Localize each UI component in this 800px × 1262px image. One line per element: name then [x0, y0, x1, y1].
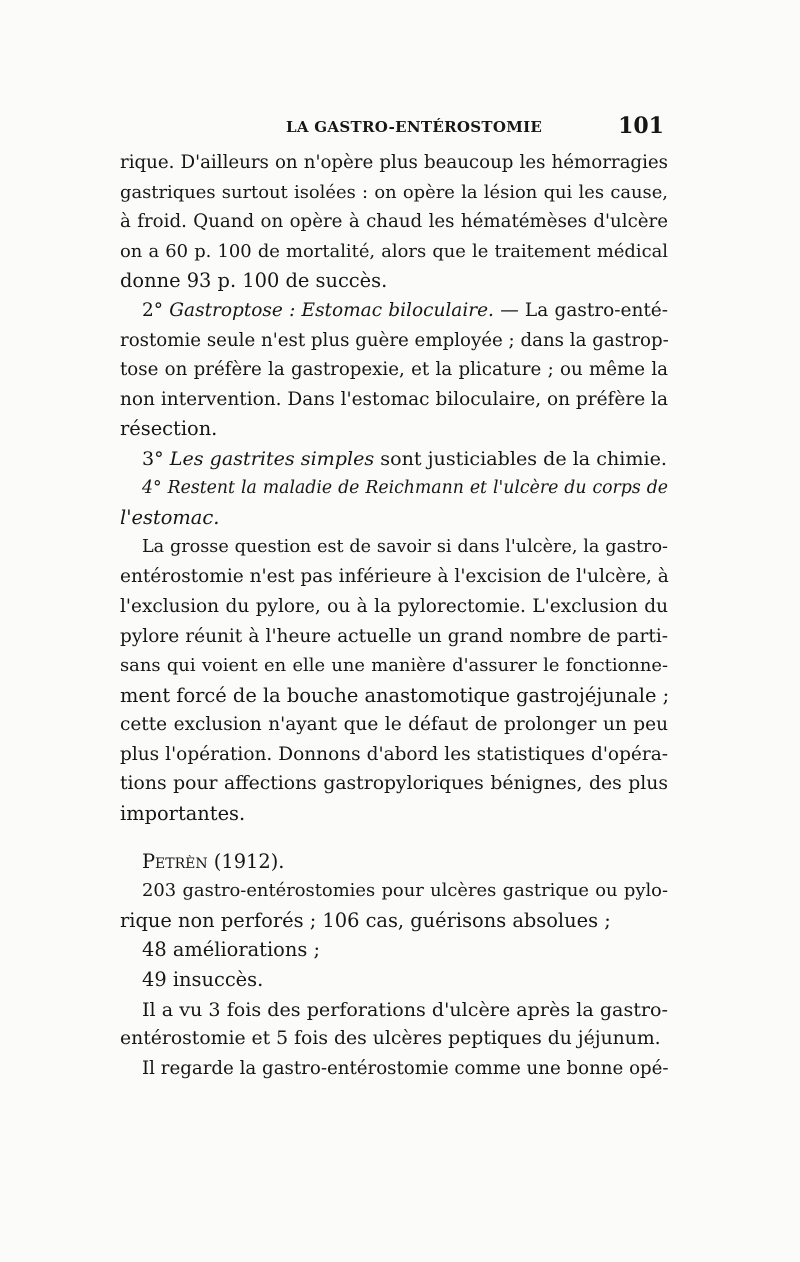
- text-line: résection.: [120, 417, 218, 441]
- text-line: tose on préfère la gastropexie, et la plicature ; ou même la: [120, 359, 668, 381]
- text-line: sans qui voient en elle une manière d'assurer le fonctionne-: [120, 655, 668, 677]
- text-line: cette exclusion n'ayant que le défaut de prolonger un peu: [120, 714, 668, 736]
- text-line: on a 60 p. 100 de mortalité, alors que le traitement médical: [120, 240, 668, 262]
- item-text: sont justiciables de la chimie.: [380, 446, 667, 470]
- text-line: à froid. Quand on opère à chaud les hématémèses d'ulcère: [120, 211, 668, 233]
- text-line: [120, 444, 668, 474]
- text-line: 48 améliorations ;: [142, 938, 320, 962]
- paragraph-10: [120, 1054, 668, 1084]
- text-line: ment forcé de la bouche anastomotique gastrojéjunale ;: [120, 683, 670, 707]
- text-line: l'exclusion du pylore, ou à la pylorectomie. L'exclusion du: [120, 595, 668, 617]
- text-line: importantes.: [120, 802, 246, 826]
- paragraph-6: [120, 876, 668, 935]
- item-title: Les gastrites simples: [169, 446, 375, 470]
- paragraph-3: [120, 444, 668, 474]
- text-line: 4° Restent la maladie de Reichmann et l'ulcère du corps de: [142, 477, 668, 498]
- item-number: 2°: [142, 299, 164, 321]
- text-line: plus l'opération. Donnons d'abord les statistiques d'opéra-: [120, 743, 668, 765]
- section-heading: [120, 847, 668, 877]
- paragraph-4: [120, 474, 668, 533]
- paragraph-9: [120, 995, 668, 1054]
- text-line: Il a vu 3 fois des perforations d'ulcère après la gastro-: [142, 997, 668, 1021]
- text-line: gastriques surtout isolées : on opère la lésion qui les cause,: [120, 181, 668, 203]
- text-line: donne 93 p. 100 de succès.: [120, 269, 388, 293]
- paragraph-1: [120, 148, 668, 296]
- text-line: La grosse question est de savoir si dans l'ulcère, la gastro-: [142, 536, 668, 557]
- author-name: Petrèn: [142, 849, 208, 873]
- text-line: pylore réunit à l'heure actuelle un grand nombre de parti-: [120, 625, 668, 647]
- text-line: rique non perforés ; 106 cas, guérisons absolues ;: [120, 908, 611, 932]
- paragraph-8: [120, 965, 668, 995]
- item-number: 3°: [142, 446, 164, 470]
- text-line: entérostomie et 5 fois des ulcères peptiques du jéjunum.: [120, 1028, 661, 1050]
- text-line: Il regarde la gastro-entérostomie comme une bonne opé-: [142, 1057, 669, 1079]
- item-text: — La gastro-enté-: [500, 299, 669, 321]
- text-line: 203 gastro-entérostomies pour ulcères gastrique ou pylo-: [142, 880, 668, 902]
- paragraph-5: [120, 533, 668, 829]
- text-line: l'estomac.: [120, 506, 220, 530]
- text-line: 49 insuccès.: [142, 968, 264, 992]
- spacer: [120, 829, 668, 847]
- page-number: 101: [618, 113, 664, 139]
- text-line: [120, 296, 668, 326]
- page-body: [120, 148, 668, 1083]
- text-line: entérostomie n'est pas inférieure à l'excision de l'ulcère, à: [120, 566, 669, 588]
- item-title: Gastroptose : Estomac biloculaire.: [169, 299, 494, 321]
- text-line: tions pour affections gastropyloriques bénignes, des plus: [120, 773, 668, 795]
- text-line: rique. D'ailleurs on n'opère plus beaucoup les hémorragies: [120, 152, 668, 173]
- author-year: (1912).: [213, 849, 285, 873]
- paragraph-7: [120, 935, 668, 965]
- text-line: non intervention. Dans l'estomac biloculaire, on préfère la: [120, 388, 668, 410]
- text-line: [120, 847, 668, 877]
- running-header: [120, 113, 668, 137]
- text-line: rostomie seule n'est plus guère employée ; dans la gastrop-: [120, 329, 669, 351]
- running-title: LA GASTRO-ENTÉROSTOMIE: [286, 118, 543, 136]
- paragraph-2: [120, 296, 668, 444]
